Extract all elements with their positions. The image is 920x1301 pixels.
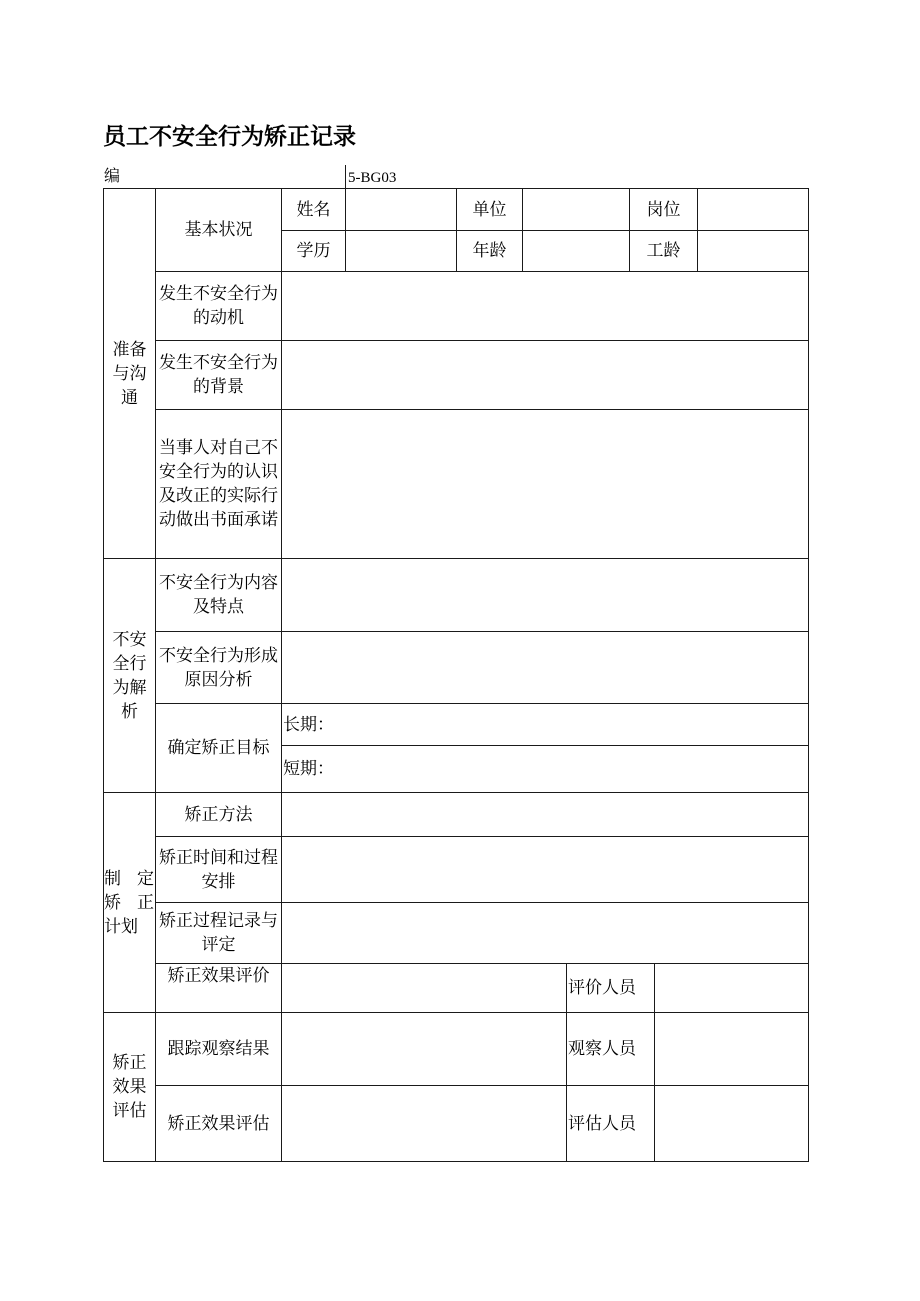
result-label: 矫正效果评价 [155, 963, 282, 1013]
record-label: 矫正过程记录与评定 [155, 902, 282, 964]
assessor-field[interactable] [654, 1085, 809, 1162]
post-field[interactable] [697, 188, 809, 231]
header-divider [345, 165, 346, 188]
education-label: 学历 [281, 230, 346, 272]
basic-info-label: 基本状况 [155, 188, 282, 272]
age-label: 年龄 [456, 230, 523, 272]
method-field[interactable] [281, 792, 809, 837]
unit-label: 单位 [456, 188, 523, 231]
schedule-field[interactable] [281, 836, 809, 903]
seniority-field[interactable] [697, 230, 809, 272]
method-label: 矫正方法 [155, 792, 282, 837]
code-label: 编 [104, 166, 121, 185]
commitment-field[interactable] [281, 409, 809, 559]
evaluator-field[interactable] [654, 963, 809, 1013]
observer-field[interactable] [654, 1012, 809, 1086]
assess-label: 矫正效果评估 [155, 1085, 282, 1162]
education-field[interactable] [345, 230, 457, 272]
short-term-row[interactable] [281, 745, 809, 793]
evaluator-label: 评价人员 [566, 963, 655, 1013]
section-analysis-label: 不安全行为解析 [112, 629, 147, 722]
section-analysis [103, 558, 156, 793]
record-field[interactable] [281, 902, 809, 964]
content-label: 不安全行为内容及特点 [155, 558, 282, 632]
section-plan [103, 792, 156, 1013]
background-field[interactable] [281, 340, 809, 410]
short-term-label: 短期： [283, 759, 334, 779]
background-label: 发生不安全行为的背景 [155, 340, 282, 410]
result-field[interactable] [281, 963, 567, 1013]
tracking-field[interactable] [281, 1012, 567, 1086]
seniority-label: 工龄 [629, 230, 698, 272]
section-evaluation [103, 1012, 156, 1162]
section-evaluation-label: 矫正效果评估 [112, 1053, 147, 1121]
page-title: 员工不安全行为矫正记录 [103, 124, 356, 150]
target-label: 确定矫正目标 [155, 703, 282, 793]
post-label: 岗位 [629, 188, 698, 231]
content-field[interactable] [281, 558, 809, 632]
name-label: 姓名 [281, 188, 346, 231]
motive-field[interactable] [281, 271, 809, 341]
document-code: 5-BG03 [348, 170, 397, 186]
assess-field[interactable] [281, 1085, 567, 1162]
cause-field[interactable] [281, 631, 809, 704]
schedule-label: 矫正时间和过程安排 [155, 836, 282, 903]
motive-label: 发生不安全行为的动机 [155, 271, 282, 341]
tracking-label: 跟踪观察结果 [155, 1012, 282, 1086]
section-preparation [103, 188, 156, 559]
age-field[interactable] [522, 230, 630, 272]
name-field[interactable] [345, 188, 457, 231]
long-term-row[interactable] [281, 703, 809, 746]
long-term-label: 长期： [283, 714, 334, 735]
section-plan-label: 制定矫正计划 [104, 868, 154, 937]
cause-label: 不安全行为形成原因分析 [155, 631, 282, 704]
unit-field[interactable] [522, 188, 630, 231]
assessor-label: 评估人员 [566, 1085, 655, 1162]
section-preparation-label: 准备与沟通 [112, 339, 147, 408]
commitment-label: 当事人对自己不安全行为的认识及改正的实际行动做出书面承诺 [155, 409, 282, 559]
observer-label: 观察人员 [566, 1012, 655, 1086]
